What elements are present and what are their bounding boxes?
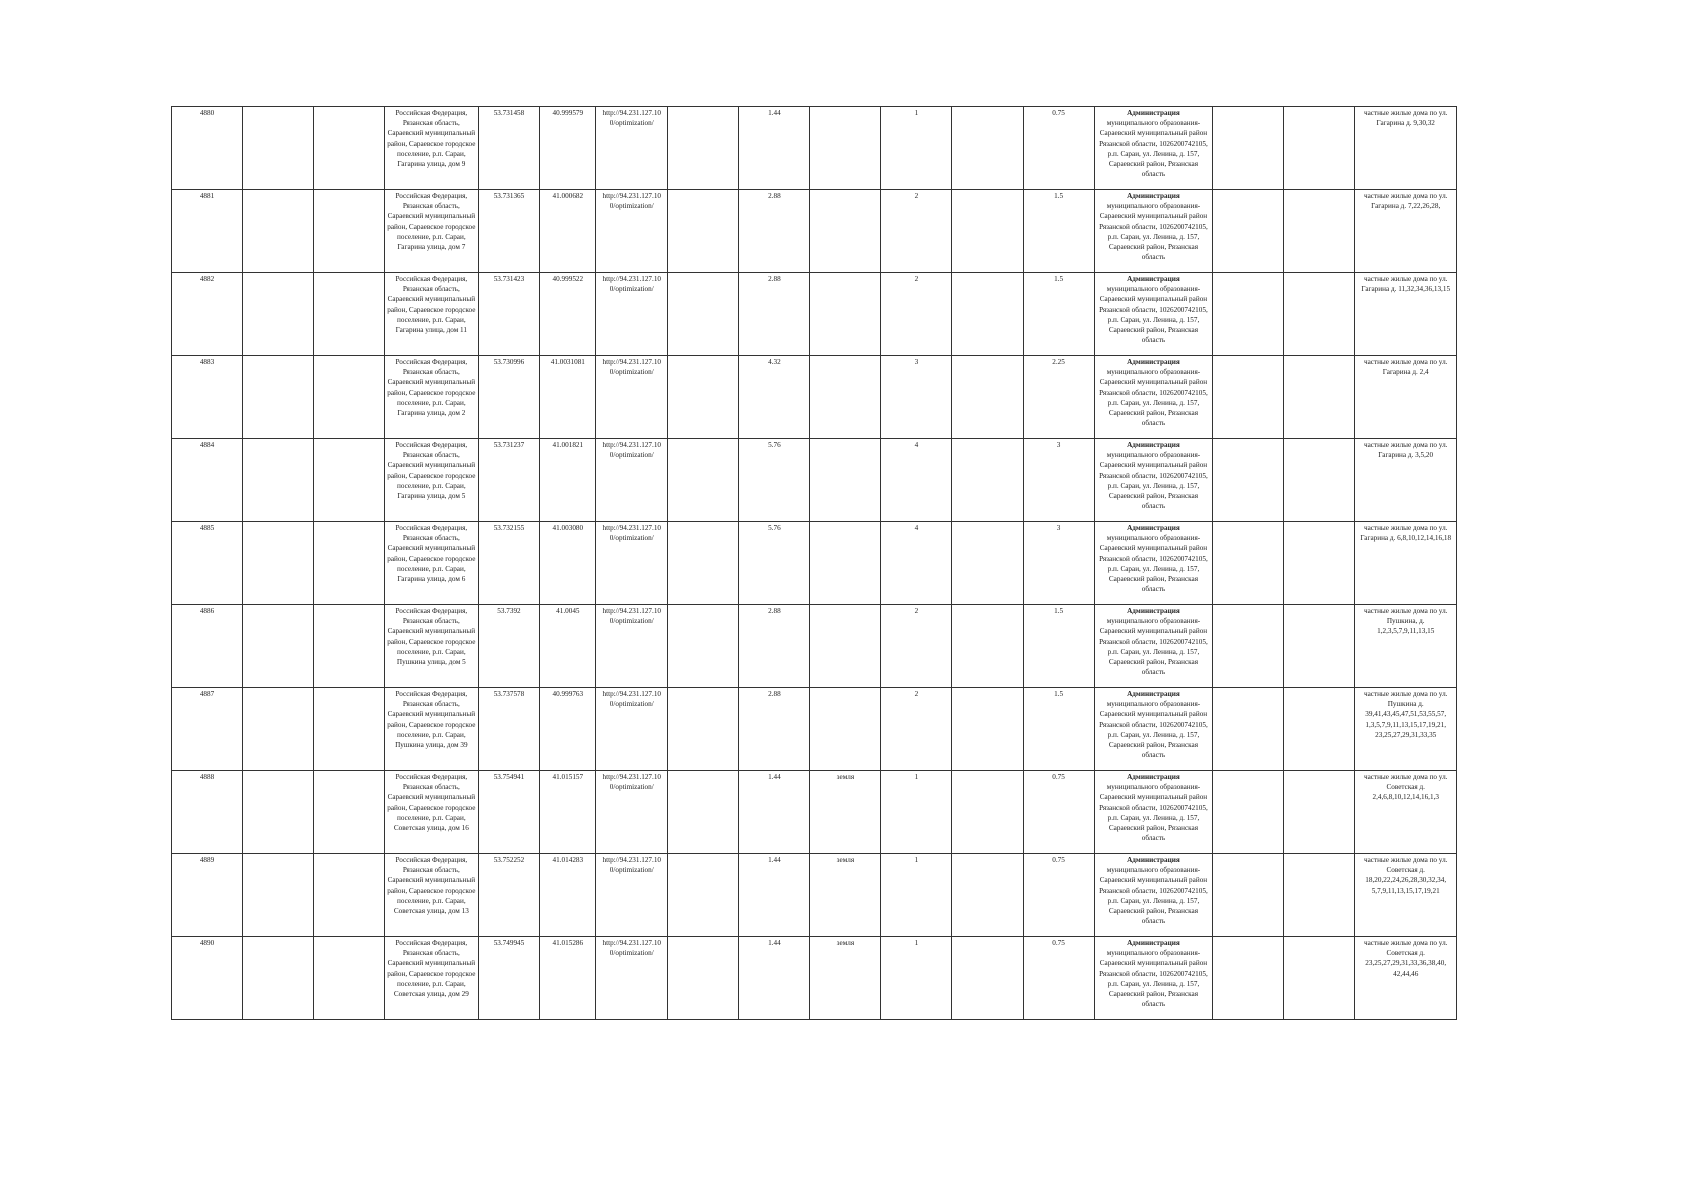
waste-sources-cell: частные жилые дома по ул. Советская д. 18,20,22,24,26,28,30,32,34, 5,7,9,11,13,15,17,19,21	[1355, 854, 1457, 937]
empty-cell	[243, 605, 314, 688]
row-number-cell: 4885	[172, 522, 243, 605]
empty-cell	[314, 605, 385, 688]
surface-material-cell: земля	[810, 854, 881, 937]
container-count-cell: 1	[881, 771, 952, 854]
empty-cell	[314, 190, 385, 273]
empty-cell	[243, 854, 314, 937]
empty-cell	[668, 273, 739, 356]
owner-details: муниципального образования-Сараевский муниципальный район Рязанской области, 1026200742105, р.п. Сараи, ул. Ленина, д. 157, Сараевский район, Рязанская область	[1099, 866, 1208, 926]
waste-sources-cell: частные жилые дома по ул. Гагарина д. 3,5,20	[1355, 439, 1457, 522]
owner-details: муниципального образования-Сараевский муниципальный район Рязанской области, 1026200742105, р.п. Сараи, ул. Ленина, д. 157, Сараевский район, Рязанская область	[1099, 451, 1208, 511]
area-cell: 1.44	[739, 107, 810, 190]
empty-cell	[314, 439, 385, 522]
table-row	[172, 107, 1457, 190]
empty-cell	[243, 273, 314, 356]
owner-cell	[1094, 522, 1213, 605]
latitude-cell: 53.754941	[478, 771, 540, 854]
row-number-cell: 4889	[172, 854, 243, 937]
empty-cell	[243, 190, 314, 273]
map-link-cell: http://94.231.127.10 0/optimization/	[596, 688, 668, 771]
latitude-cell: 53.732155	[478, 522, 540, 605]
map-link-cell: http://94.231.127.10 0/optimization/	[596, 854, 668, 937]
empty-cell	[314, 356, 385, 439]
waste-sources-cell: частные жилые дома по ул. Гагарина д. 7,22,26,28,	[1355, 190, 1457, 273]
table-row	[172, 439, 1457, 522]
surface-material-cell	[810, 605, 881, 688]
empty-cell	[668, 688, 739, 771]
surface-material-cell: земля	[810, 771, 881, 854]
owner-details: муниципального образования-Сараевский муниципальный район Рязанской области, 1026200742105, р.п. Сараи, ул. Ленина, д. 157, Сараевский район, Рязанская область	[1099, 202, 1208, 262]
empty-cell	[668, 854, 739, 937]
map-link-cell: http://94.231.127.10 0/optimization/	[596, 771, 668, 854]
address-cell: Российская Федерация, Рязанская область, Сараевский муниципальный район, Сараевское городское поселение, р.п. Сараи, Гагарина улица, дом 2	[385, 356, 478, 439]
container-volume-cell: 1.5	[1023, 273, 1094, 356]
empty-cell	[668, 107, 739, 190]
empty-cell	[952, 107, 1023, 190]
owner-details: муниципального образования-Сараевский муниципальный район Рязанской области, 1026200742105, р.п. Сараи, ул. Ленина, д. 157, Сараевский район, Рязанская область	[1099, 534, 1208, 594]
container-count-cell: 2	[881, 688, 952, 771]
container-volume-cell: 1.5	[1023, 190, 1094, 273]
area-cell: 5.76	[739, 522, 810, 605]
latitude-cell: 53.731237	[478, 439, 540, 522]
row-number-cell: 4886	[172, 605, 243, 688]
longitude-cell: 41.015157	[540, 771, 596, 854]
empty-cell	[1284, 854, 1355, 937]
container-volume-cell: 0.75	[1023, 937, 1094, 1020]
owner-cell	[1094, 854, 1213, 937]
address-cell: Российская Федерация, Рязанская область, Сараевский муниципальный район, Сараевское городское поселение, р.п. Сараи, Гагарина улица, дом 11	[385, 273, 478, 356]
empty-cell	[668, 937, 739, 1020]
map-link-cell: http://94.231.127.10 0/optimization/	[596, 190, 668, 273]
empty-cell	[1213, 107, 1284, 190]
area-cell: 1.44	[739, 854, 810, 937]
owner-cell	[1094, 356, 1213, 439]
empty-cell	[243, 107, 314, 190]
latitude-cell: 53.737578	[478, 688, 540, 771]
owner-name: Администрация	[1127, 773, 1180, 781]
area-cell: 1.44	[739, 771, 810, 854]
table-body	[172, 107, 1457, 1020]
surface-material-cell	[810, 107, 881, 190]
address-cell: Российская Федерация, Рязанская область, Сараевский муниципальный район, Сараевское городское поселение, р.п. Сараи, Пушкина улица, дом 5	[385, 605, 478, 688]
address-cell: Российская Федерация, Рязанская область, Сараевский муниципальный район, Сараевское городское поселение, р.п. Сараи, Советская улица, дом 16	[385, 771, 478, 854]
container-count-cell: 1	[881, 107, 952, 190]
area-cell: 2.88	[739, 190, 810, 273]
area-cell: 2.88	[739, 605, 810, 688]
waste-sources-cell: частные жилые дома по ул. Пушкина д. 39,41,43,45,47,51,53,55,57, 1,3,5,7,9,11,13,15,17,19,21, 23,25,27,29,31,33,35	[1355, 688, 1457, 771]
area-cell: 1.44	[739, 937, 810, 1020]
longitude-cell: 41.000682	[540, 190, 596, 273]
table-row	[172, 273, 1457, 356]
empty-cell	[1284, 771, 1355, 854]
owner-cell	[1094, 273, 1213, 356]
latitude-cell: 53.752252	[478, 854, 540, 937]
owner-name: Администрация	[1127, 358, 1180, 366]
row-number-cell: 4883	[172, 356, 243, 439]
empty-cell	[1213, 688, 1284, 771]
map-link-cell: http://94.231.127.10 0/optimization/	[596, 605, 668, 688]
surface-material-cell	[810, 190, 881, 273]
owner-cell	[1094, 107, 1213, 190]
empty-cell	[1213, 854, 1284, 937]
empty-cell	[952, 688, 1023, 771]
owner-details: муниципального образования-Сараевский муниципальный район Рязанской области, 1026200742105, р.п. Сараи, ул. Ленина, д. 157, Сараевский район, Рязанская область	[1099, 368, 1208, 428]
surface-material-cell: земля	[810, 937, 881, 1020]
empty-cell	[668, 605, 739, 688]
empty-cell	[952, 273, 1023, 356]
waste-sites-table	[171, 106, 1457, 1020]
container-count-cell: 4	[881, 439, 952, 522]
area-cell: 2.88	[739, 273, 810, 356]
owner-name: Администрация	[1127, 109, 1180, 117]
row-number-cell: 4888	[172, 771, 243, 854]
latitude-cell: 53.749945	[478, 937, 540, 1020]
owner-name: Администрация	[1127, 192, 1180, 200]
owner-cell	[1094, 190, 1213, 273]
latitude-cell: 53.731365	[478, 190, 540, 273]
table-row	[172, 771, 1457, 854]
container-volume-cell: 1.5	[1023, 688, 1094, 771]
latitude-cell: 53.730996	[478, 356, 540, 439]
map-link-cell: http://94.231.127.10 0/optimization/	[596, 439, 668, 522]
table-row	[172, 522, 1457, 605]
waste-sources-cell: частные жилые дома по ул. Гагарина д. 9,30,32	[1355, 107, 1457, 190]
empty-cell	[952, 937, 1023, 1020]
empty-cell	[952, 854, 1023, 937]
owner-details: муниципального образования-Сараевский муниципальный район Рязанской области, 1026200742105, р.п. Сараи, ул. Ленина, д. 157, Сараевский район, Рязанская область	[1099, 119, 1208, 179]
empty-cell	[314, 688, 385, 771]
empty-cell	[314, 522, 385, 605]
longitude-cell: 40.999522	[540, 273, 596, 356]
empty-cell	[1213, 273, 1284, 356]
owner-cell	[1094, 688, 1213, 771]
container-count-cell: 2	[881, 190, 952, 273]
owner-name: Администрация	[1127, 690, 1180, 698]
address-cell: Российская Федерация, Рязанская область, Сараевский муниципальный район, Сараевское городское поселение, р.п. Сараи, Гагарина улица, дом 5	[385, 439, 478, 522]
empty-cell	[314, 771, 385, 854]
empty-cell	[314, 273, 385, 356]
longitude-cell: 41.0045	[540, 605, 596, 688]
container-volume-cell: 1.5	[1023, 605, 1094, 688]
empty-cell	[1213, 356, 1284, 439]
waste-sources-cell: частные жилые дома по ул. Гагарина д. 11,32,34,36,13,15	[1355, 273, 1457, 356]
row-number-cell: 4884	[172, 439, 243, 522]
surface-material-cell	[810, 356, 881, 439]
empty-cell	[952, 522, 1023, 605]
row-number-cell: 4881	[172, 190, 243, 273]
owner-details: муниципального образования-Сараевский муниципальный район Рязанской области, 1026200742105, р.п. Сараи, ул. Ленина, д. 157, Сараевский район, Рязанская область	[1099, 285, 1208, 345]
empty-cell	[314, 854, 385, 937]
container-volume-cell: 3	[1023, 439, 1094, 522]
owner-name: Администрация	[1127, 441, 1180, 449]
longitude-cell: 41.014283	[540, 854, 596, 937]
area-cell: 2.88	[739, 688, 810, 771]
table-row	[172, 688, 1457, 771]
owner-cell	[1094, 937, 1213, 1020]
empty-cell	[952, 356, 1023, 439]
owner-details: муниципального образования-Сараевский муниципальный район Рязанской области, 1026200742105, р.п. Сараи, ул. Ленина, д. 157, Сараевский район, Рязанская область	[1099, 617, 1208, 677]
owner-cell	[1094, 771, 1213, 854]
empty-cell	[314, 107, 385, 190]
address-cell: Российская Федерация, Рязанская область, Сараевский муниципальный район, Сараевское городское поселение, р.п. Сараи, Гагарина улица, дом 9	[385, 107, 478, 190]
container-volume-cell: 0.75	[1023, 771, 1094, 854]
empty-cell	[314, 937, 385, 1020]
empty-cell	[1213, 605, 1284, 688]
empty-cell	[1213, 190, 1284, 273]
empty-cell	[1213, 937, 1284, 1020]
owner-name: Администрация	[1127, 275, 1180, 283]
area-cell: 5.76	[739, 439, 810, 522]
row-number-cell: 4887	[172, 688, 243, 771]
map-link-cell: http://94.231.127.10 0/optimization/	[596, 273, 668, 356]
empty-cell	[668, 522, 739, 605]
owner-name: Администрация	[1127, 524, 1180, 532]
address-cell: Российская Федерация, Рязанская область, Сараевский муниципальный район, Сараевское городское поселение, р.п. Сараи, Гагарина улица, дом 7	[385, 190, 478, 273]
empty-cell	[952, 771, 1023, 854]
owner-cell	[1094, 605, 1213, 688]
container-count-cell: 1	[881, 937, 952, 1020]
container-count-cell: 3	[881, 356, 952, 439]
map-link-cell: http://94.231.127.10 0/optimization/	[596, 937, 668, 1020]
empty-cell	[243, 522, 314, 605]
address-cell: Российская Федерация, Рязанская область, Сараевский муниципальный район, Сараевское городское поселение, р.п. Сараи, Гагарина улица, дом 6	[385, 522, 478, 605]
empty-cell	[1213, 522, 1284, 605]
container-volume-cell: 0.75	[1023, 854, 1094, 937]
row-number-cell: 4890	[172, 937, 243, 1020]
empty-cell	[1284, 107, 1355, 190]
empty-cell	[952, 190, 1023, 273]
longitude-cell: 41.001821	[540, 439, 596, 522]
empty-cell	[1284, 522, 1355, 605]
owner-name: Администрация	[1127, 939, 1180, 947]
empty-cell	[1284, 937, 1355, 1020]
waste-sources-cell: частные жилые дома по ул. Пушкина, д. 1,2,3,5,7,9,11,13,15	[1355, 605, 1457, 688]
table-row	[172, 854, 1457, 937]
latitude-cell: 53.7392	[478, 605, 540, 688]
address-cell: Российская Федерация, Рязанская область, Сараевский муниципальный район, Сараевское городское поселение, р.п. Сараи, Пушкина улица, дом 39	[385, 688, 478, 771]
surface-material-cell	[810, 688, 881, 771]
owner-name: Администрация	[1127, 607, 1180, 615]
container-count-cell: 1	[881, 854, 952, 937]
empty-cell	[243, 439, 314, 522]
empty-cell	[952, 439, 1023, 522]
empty-cell	[243, 688, 314, 771]
longitude-cell: 41.003080	[540, 522, 596, 605]
container-volume-cell: 0.75	[1023, 107, 1094, 190]
table-row	[172, 937, 1457, 1020]
latitude-cell: 53.731423	[478, 273, 540, 356]
surface-material-cell	[810, 522, 881, 605]
table-row	[172, 605, 1457, 688]
row-number-cell: 4882	[172, 273, 243, 356]
empty-cell	[668, 190, 739, 273]
surface-material-cell	[810, 273, 881, 356]
empty-cell	[668, 771, 739, 854]
empty-cell	[1284, 190, 1355, 273]
empty-cell	[243, 356, 314, 439]
container-count-cell: 2	[881, 605, 952, 688]
owner-name: Администрация	[1127, 856, 1180, 864]
longitude-cell: 40.999579	[540, 107, 596, 190]
empty-cell	[668, 439, 739, 522]
owner-details: муниципального образования-Сараевский муниципальный район Рязанской области, 1026200742105, р.п. Сараи, ул. Ленина, д. 157, Сараевский район, Рязанская область	[1099, 700, 1208, 760]
waste-sources-cell: частные жилые дома по ул. Гагарина д. 2,4	[1355, 356, 1457, 439]
empty-cell	[952, 605, 1023, 688]
empty-cell	[243, 771, 314, 854]
empty-cell	[1213, 439, 1284, 522]
longitude-cell: 41.015286	[540, 937, 596, 1020]
empty-cell	[1284, 439, 1355, 522]
map-link-cell: http://94.231.127.10 0/optimization/	[596, 356, 668, 439]
waste-sources-cell: частные жилые дома по ул. Советская д. 23,25,27,29,31,33,36,38,40, 42,44,46	[1355, 937, 1457, 1020]
owner-details: муниципального образования-Сараевский муниципальный район Рязанской области, 1026200742105, р.п. Сараи, ул. Ленина, д. 157, Сараевский район, Рязанская область	[1099, 783, 1208, 843]
container-count-cell: 4	[881, 522, 952, 605]
empty-cell	[1284, 356, 1355, 439]
address-cell: Российская Федерация, Рязанская область, Сараевский муниципальный район, Сараевское городское поселение, р.п. Сараи, Советская улица, дом 29	[385, 937, 478, 1020]
waste-sources-cell: частные жилые дома по ул. Гагарина д. 6,8,10,12,14,16,18	[1355, 522, 1457, 605]
empty-cell	[1213, 771, 1284, 854]
owner-cell	[1094, 439, 1213, 522]
map-link-cell: http://94.231.127.10 0/optimization/	[596, 107, 668, 190]
row-number-cell: 4880	[172, 107, 243, 190]
empty-cell	[1284, 688, 1355, 771]
empty-cell	[668, 356, 739, 439]
latitude-cell: 53.731458	[478, 107, 540, 190]
area-cell: 4.32	[739, 356, 810, 439]
surface-material-cell	[810, 439, 881, 522]
container-volume-cell: 2.25	[1023, 356, 1094, 439]
empty-cell	[243, 937, 314, 1020]
container-volume-cell: 3	[1023, 522, 1094, 605]
address-cell: Российская Федерация, Рязанская область, Сараевский муниципальный район, Сараевское городское поселение, р.п. Сараи, Советская улица, дом 13	[385, 854, 478, 937]
empty-cell	[1284, 605, 1355, 688]
container-count-cell: 2	[881, 273, 952, 356]
waste-sources-cell: частные жилые дома по ул. Советская д. 2,4,6,8,10,12,14,16,1,3	[1355, 771, 1457, 854]
empty-cell	[1284, 273, 1355, 356]
map-link-cell: http://94.231.127.10 0/optimization/	[596, 522, 668, 605]
longitude-cell: 41.0031081	[540, 356, 596, 439]
owner-details: муниципального образования-Сараевский муниципальный район Рязанской области, 1026200742105, р.п. Сараи, ул. Ленина, д. 157, Сараевский район, Рязанская область	[1099, 949, 1208, 1009]
table-row	[172, 190, 1457, 273]
longitude-cell: 40.999763	[540, 688, 596, 771]
table-row	[172, 356, 1457, 439]
